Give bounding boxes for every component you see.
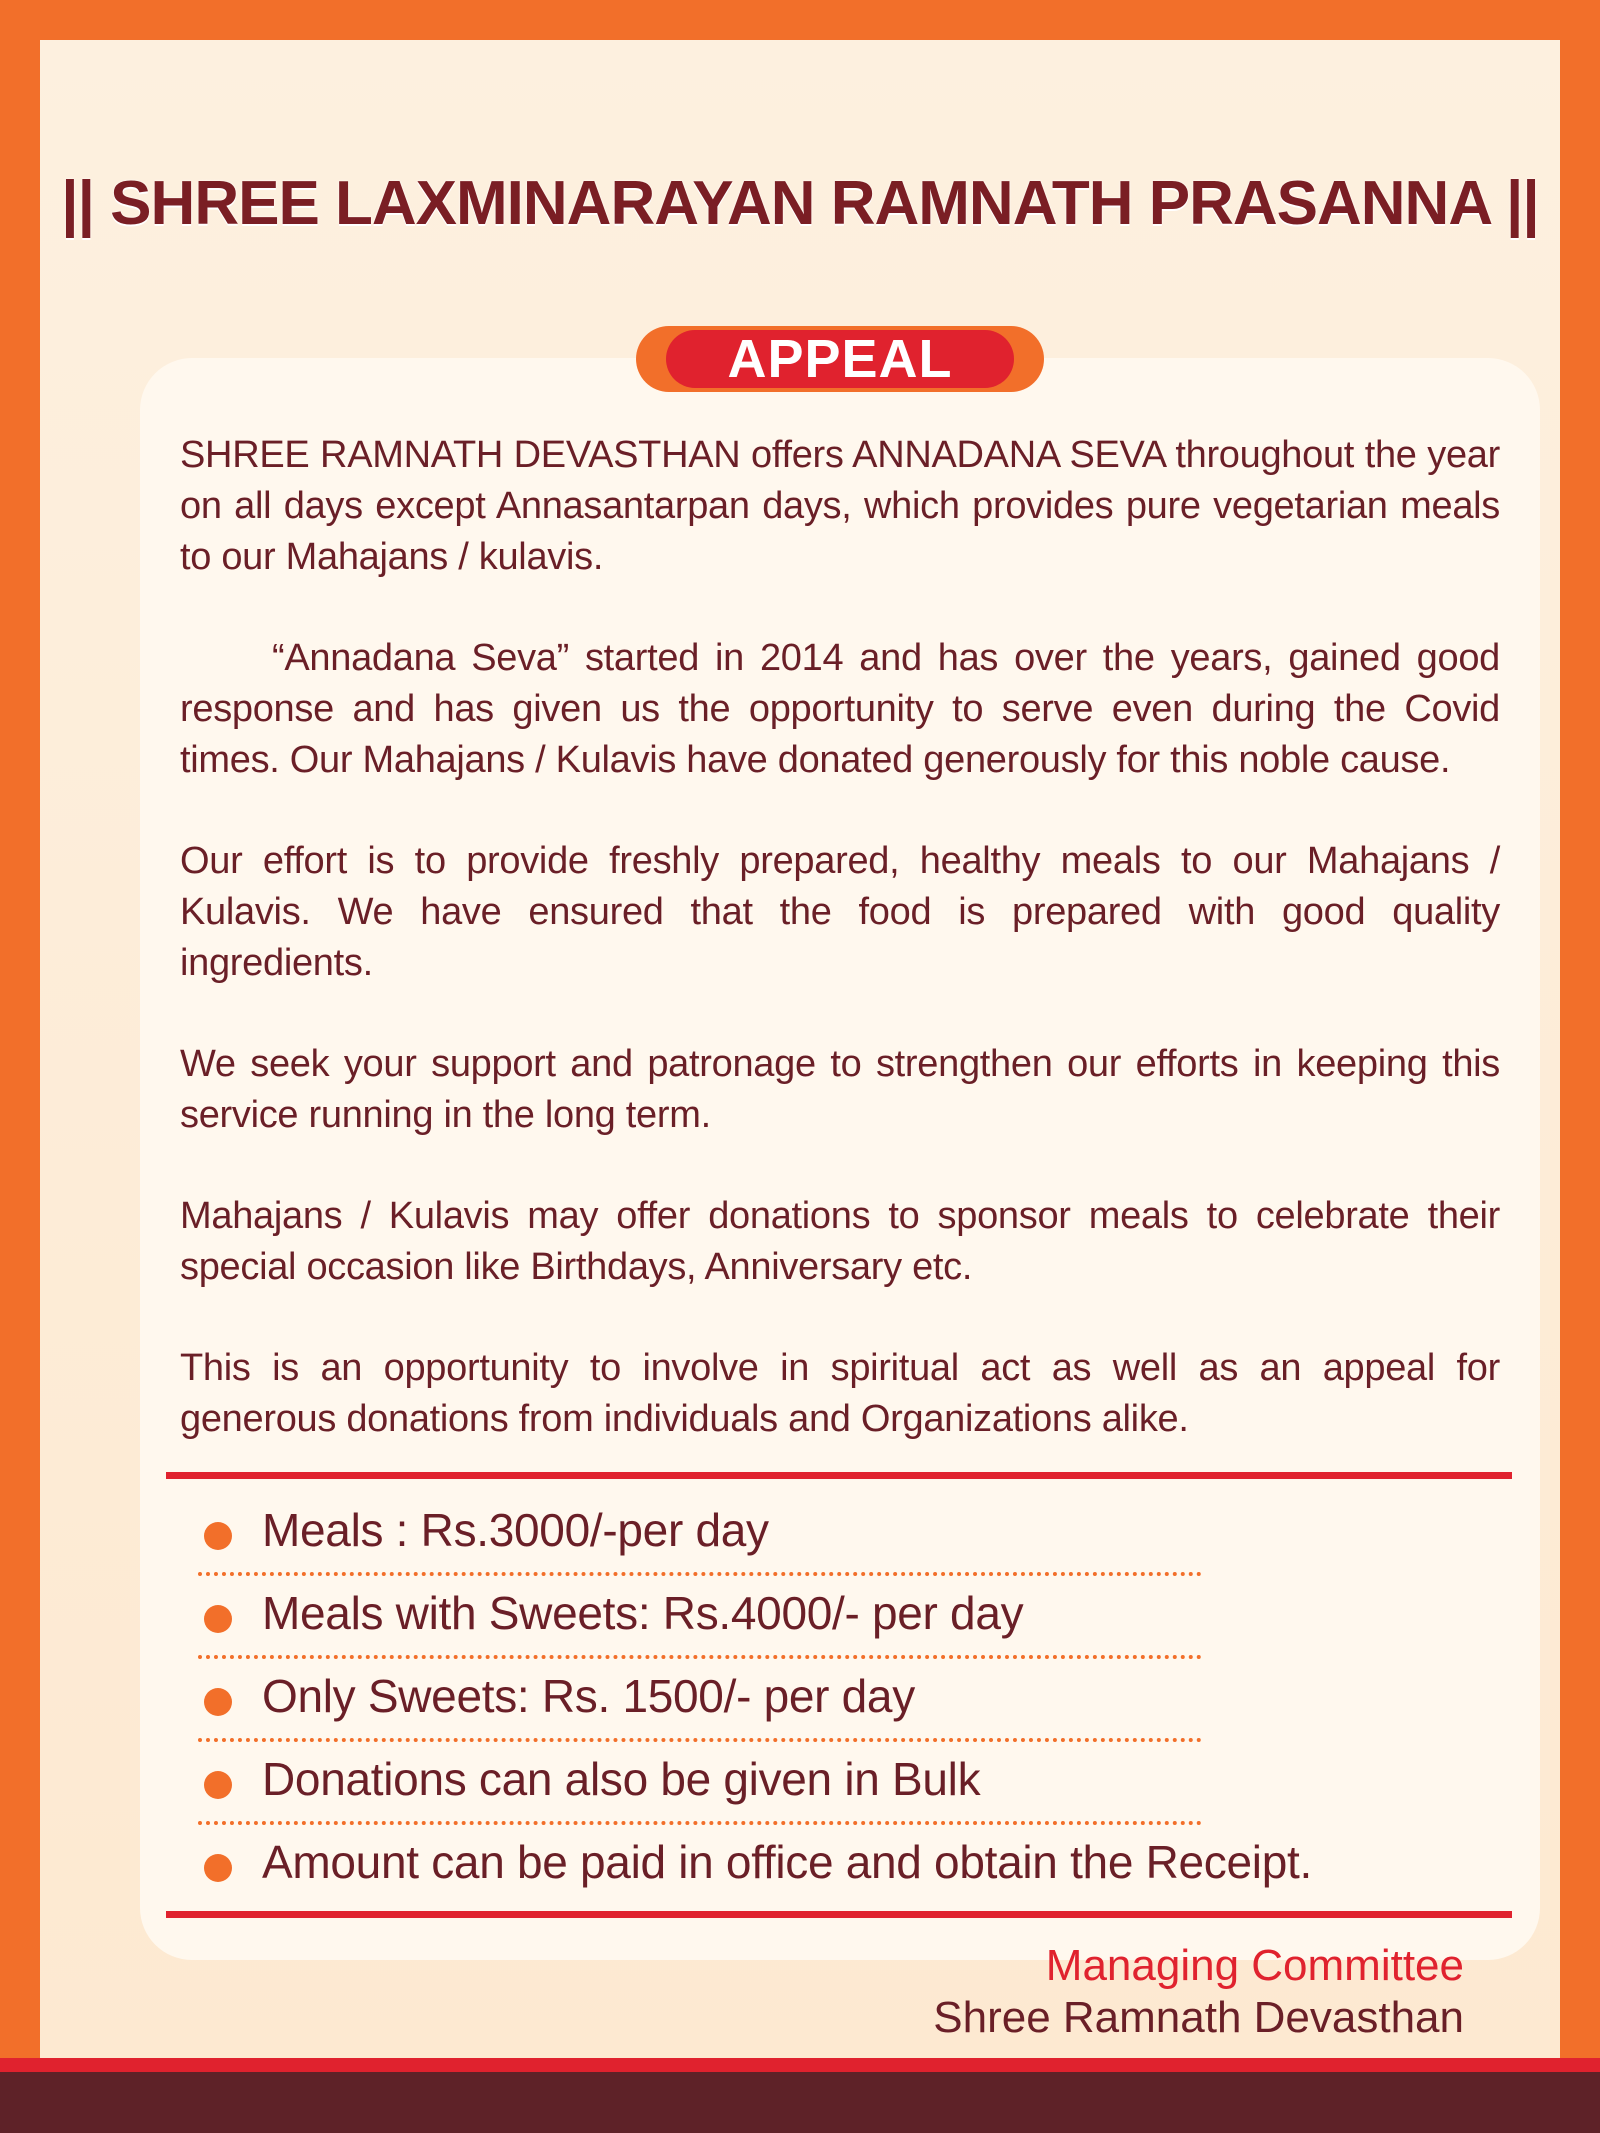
dotted-divider [198,1655,1202,1659]
paragraph-opportunity: This is an opportunity to involve in spiritual act as well as an appeal for generous donations from individuals and Organizations alike. [180,1347,1500,1440]
bullet-icon [204,1605,232,1633]
signature-committee: Managing Committee [1045,1941,1464,1990]
list-item [198,1662,1498,1745]
list-item [198,1828,1498,1911]
page-title: || SHREE LAXMINARAYAN RAMNATH PRASANNA || [61,169,1539,238]
divider-bottom [166,1911,1512,1918]
appeal-badge [636,326,1044,392]
divider-top [166,1472,1512,1479]
signature-organization: Shree Ramnath Devasthan [933,1993,1464,2042]
paragraph-occasions: Mahajans / Kulavis may offer donations to sponsor meals to celebrate their special occasion like Birthdays, Anniversary etc. [180,1195,1500,1288]
bullet-icon [204,1522,232,1550]
bullet-icon [204,1771,232,1799]
signature-block [933,1940,1464,2044]
donation-option-meals: Meals : Rs.3000/-per day [262,1504,769,1556]
dotted-divider [198,1572,1202,1576]
dotted-divider [198,1821,1202,1825]
footer-stripe [0,2058,1600,2072]
paragraph-intro: SHREE RAMNATH DEVASTHAN offers ANNADANA SEVA throughout the year on all days except Annasantarpan days, which provides pure vegetarian meals to our Mahajans / kulavis. [180,434,1500,578]
donation-option-meals-with-sweets: Meals with Sweets: Rs.4000/- per day [262,1587,1024,1639]
paragraph-effort: Our effort is to provide freshly prepared, healthy meals to our Mahajans / Kulavis. We have ensured that the food is prepared with good quality ingredients. [180,840,1500,984]
donation-option-bulk: Donations can also be given in Bulk [262,1753,981,1805]
list-item [198,1745,1498,1828]
poster-page [40,40,1560,2058]
appeal-body [180,430,1500,1495]
donation-option-payment: Amount can be paid in office and obtain the Receipt. [262,1836,1312,1888]
appeal-badge-label: APPEAL [666,330,1014,388]
bullet-icon [204,1854,232,1882]
list-item [198,1496,1498,1579]
paragraph-history: “Annadana Seva” started in 2014 and has over the years, gained good response and has given us the opportunity to serve even during the Covid times. Our Mahajans / Kulavis have donated generously for this noble cause. [180,637,1500,781]
donation-options-list [198,1496,1498,1911]
dotted-divider [198,1738,1202,1742]
list-item [198,1579,1498,1662]
appeal-card [140,358,1540,1960]
bullet-icon [204,1688,232,1716]
paragraph-support: We seek your support and patronage to strengthen our efforts in keeping this service running in the long term. [180,1043,1500,1136]
donation-option-sweets: Only Sweets: Rs. 1500/- per day [262,1670,915,1722]
